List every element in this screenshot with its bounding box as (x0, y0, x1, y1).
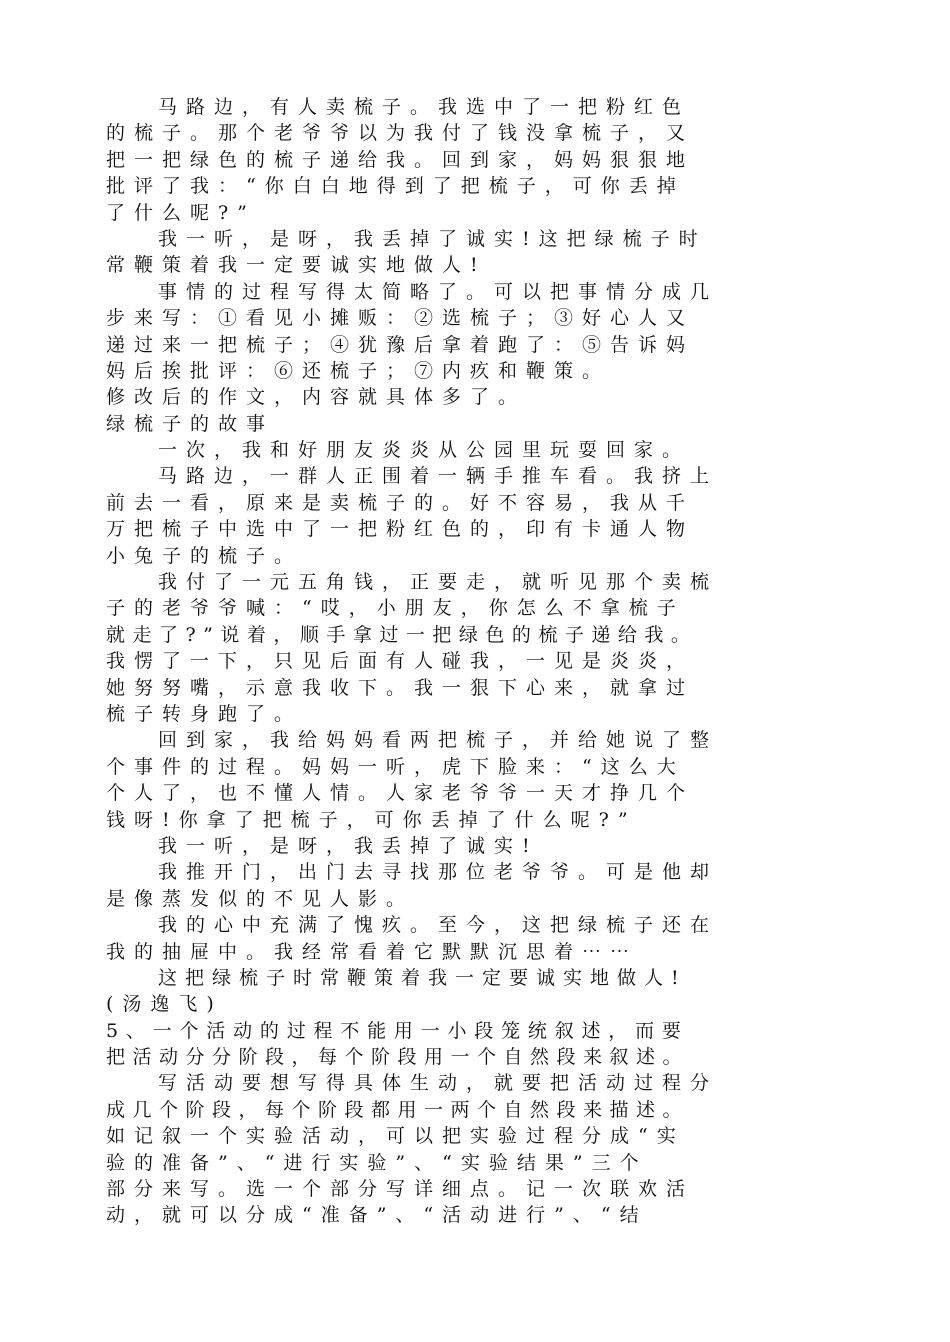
document-body (106, 94, 846, 1229)
text-line: 把一把绿色的梳子递给我。回到家，妈妈狠狠地 (106, 148, 695, 171)
text-line: 钱呀!你拿了把梳子，可你丢掉了什么呢?” (106, 808, 637, 831)
text-line: 了什么呢?” (106, 201, 256, 224)
text-line: 我一听，是呀，我丢掉了诚实!这把绿梳子时 (158, 227, 707, 250)
section-title: 绿梳子的故事 (106, 412, 275, 435)
text-line: 成几个阶段，每个阶段都用一两个自然段来描述。 (106, 1098, 690, 1121)
text-line: 马路边，一群人正围着一辆手推车看。我挤上 (158, 465, 719, 488)
author-credit: (汤逸飞) (106, 993, 223, 1016)
text-line: 我推开门，出门去寻找那位老爷爷。可是他却 (158, 861, 719, 884)
text-line: 把活动分分阶段，每个阶段用一个自然段来叙述。 (106, 1046, 690, 1069)
text-line: 我愣了一下，只见后面有人碰我，一见是炎炎， (106, 650, 695, 673)
text-line: 步来写：①看见小摊贩：②选梳子；③好心人又 (106, 307, 695, 330)
text-line: 批评了我：“你白白地得到了把梳子，可你丢掉 (106, 175, 685, 198)
text-line: 回到家，我给妈妈看两把梳子，并给她说了整 (158, 729, 719, 752)
text-line: 梳子转身跑了。 (106, 702, 303, 725)
text-line: 万把梳子中选中了一把粉红色的，印有卡通人物 (106, 518, 695, 541)
text-line: 马路边，有人卖梳子。我选中了一把粉红色 (158, 96, 691, 118)
text-line: 她努努嘴，示意我收下。我一狠下心来，就拿过 (106, 676, 695, 699)
text-line: 我付了一元五角钱，正要走，就听见那个卖梳 (158, 571, 719, 594)
text-line: 我一听，是呀，我丢掉了诚实! (158, 834, 539, 857)
text-line: 我的心中充满了愧疚。至今，这把绿梳子还在 (158, 914, 719, 937)
text-line: 我的抽屉中。我经常看着它默默沉思着⋯⋯ (106, 940, 639, 963)
text-line: 是像蒸发似的不见人影。 (106, 887, 415, 910)
text-line: 验的准备”、“进行实验”、“实验结果”三个 (106, 1151, 648, 1174)
text-line: 递过来一把梳子；④犹豫后拿着跑了：⑤告诉妈 (106, 333, 695, 356)
text-line: 小兔子的梳子。 (106, 544, 303, 567)
text-line: 的梳子。那个老爷爷以为我付了钱没拿梳子，又 (106, 122, 695, 145)
text-line: 个事件的过程。妈妈一听，虎下脸来：“这么大 (106, 755, 685, 778)
text-line: 前去一看，原来是卖梳子的。好不容易，我从千 (106, 491, 695, 514)
text-line: 如记叙一个实验活动，可以把实验过程分成“实 (106, 1125, 685, 1148)
text-line: 部分来写。选一个部分写详细点。记一次联欢活 (106, 1178, 695, 1201)
text-line: 动，就可以分成“准备”、“活动进行”、“结 (106, 1204, 648, 1227)
text-line: 一次，我和好朋友炎炎从公园里玩耍回家。 (158, 439, 691, 462)
text-line: 5、一个活动的过程不能用一小段笼统叙述，而要 (106, 1019, 689, 1042)
text-line: 写活动要想写得具体生动，就要把活动过程分 (158, 1072, 719, 1095)
text-line: 妈后挨批评：⑥还梳子；⑦内疚和鞭策。 (106, 359, 611, 382)
text-line: 这把绿梳子时常鞭策着我一定要诚实地做人! (158, 966, 687, 989)
text-line: 就走了?”说着，顺手拿过一把绿色的梳子递给我。 (106, 623, 698, 646)
text-line: 修改后的作文，内容就具体多了。 (106, 386, 527, 409)
text-line: 事情的过程写得太简略了。可以把事情分成几 (158, 280, 719, 303)
text-line: 子的老爷爷喊：“哎，小朋友，你怎么不拿梳子 (106, 597, 685, 620)
text-line: 常鞭策着我一定要诚实地做人! (106, 254, 487, 277)
text-line: 个人了，也不懂人情。人家老爷爷一天才挣几个 (106, 782, 695, 805)
